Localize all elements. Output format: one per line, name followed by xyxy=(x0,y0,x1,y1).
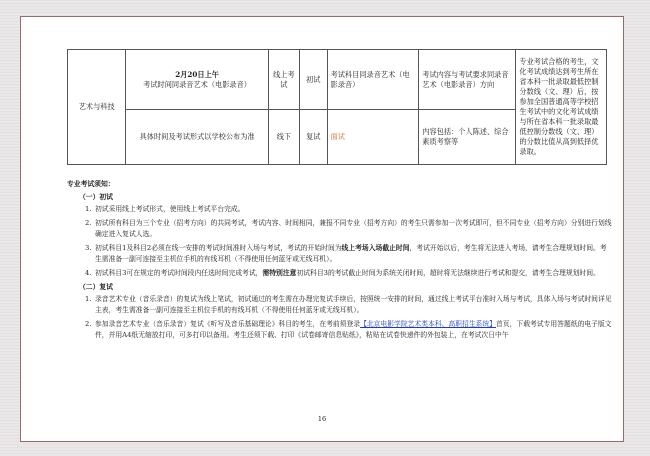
note-item: 3. 初试科目1及科目2必须在线一安排的考试时间准时入场与考试，考试的开始时间为线上考场入场截止时间，考试开始以后，考生将无法进入考场，请考生合理规划时间。考生需准备一副可连接至主机位手机的有线耳机（不得使用任何蓝牙或无线耳机）。 xyxy=(85,244,607,263)
section-initial: （一）初试 xyxy=(79,193,113,201)
round-cell: 初试 xyxy=(300,50,328,110)
notes-heading: 专业考试须知： xyxy=(67,180,115,188)
page-number: 16 xyxy=(317,415,327,423)
exam-schedule-table xyxy=(67,49,607,165)
subject-cell: 考试科目同录音艺术（电影录音） xyxy=(327,50,419,110)
document-frame xyxy=(20,16,624,442)
note-item: 1. 录音艺术专业（音乐录音）的复试为线上笔试，初试通过的考生需在办理完复试手续后，按照统一安排的时间，通过线上考试平台准时入场与考试，具体入场与考试时间详见主表，考生需准备一副可连接至主机位手机的有线耳机（不得使用任何蓝牙或无线耳机）。 xyxy=(85,295,612,314)
note-item: 1. 初试采用线上考试形式，使用线上考试平台完成。 xyxy=(85,205,245,213)
note-item: 2. 参加录音艺术专业（音乐录音）复试《听写及音乐基础理论》科目的考生，在考前须登录【北京电影学院艺术类本科、高职招生系统】首页，下载考试专用答题纸的电子版文件，并用A4纸无缩放打印，可多打印以备用。考生还须下载、打印《试卷邮寄信息贴纸》，粘贴在试卷快递件的外包装上，在考试次日中午 xyxy=(85,320,612,339)
major-cell: 艺术与科技 xyxy=(68,50,126,165)
exam-date: 2月20日上午 xyxy=(175,69,219,79)
subject-cell: 面试 xyxy=(327,110,419,165)
section-retest: （二）复试 xyxy=(79,283,113,291)
date-cell: 具体时间及考试形式以学校公布为准 xyxy=(126,110,268,165)
mode-cell: 线下 xyxy=(268,110,299,165)
round-cell: 复试 xyxy=(300,110,328,165)
date-cell xyxy=(126,50,268,110)
content-cell: 考试内容与考试要求同录音艺术（电影录音）方向 xyxy=(419,50,516,110)
document-page xyxy=(27,23,617,435)
content-cell: 内容包括：个人陈述、综合素质考察等 xyxy=(419,110,516,165)
mode-cell: 线上考试 xyxy=(268,50,299,110)
note-item: 2. 初试所有科目为三个专业（招考方向）的共同考试，考试内容、时间相同，兼报不同专业（招考方向）的考生只需参加一次考试即可，但不同专业（招考方向）分别进行划线确定进入复试人选。 xyxy=(85,219,612,238)
exam-time-desc: 考试时间同录音艺术（电影录音） xyxy=(143,79,251,89)
table-row xyxy=(68,50,607,110)
criteria-cell: 专业考试合格的考生，文化考试成绩达到考生所在省本科一批录取最低控制分数线（文、理）后，按参加全国普通高等学校招生考试中的文化考试成绩与所在省本科一批录取最低控制分数线（文、理）的分数比值从高到低择优录取。 xyxy=(516,50,607,165)
note-item: 4. 初试科目3可在规定的考试时间段内任选时间完成考试，需特别注意初试科目3的考试截止时间为系统关闭时间，超时将无法继续进行考试和提交，请考生合理规划时间。 xyxy=(85,269,600,277)
exam-notes xyxy=(67,179,612,344)
admissions-link[interactable]: 【北京电影学院艺术类本科、高职招生系统】 xyxy=(360,320,497,328)
